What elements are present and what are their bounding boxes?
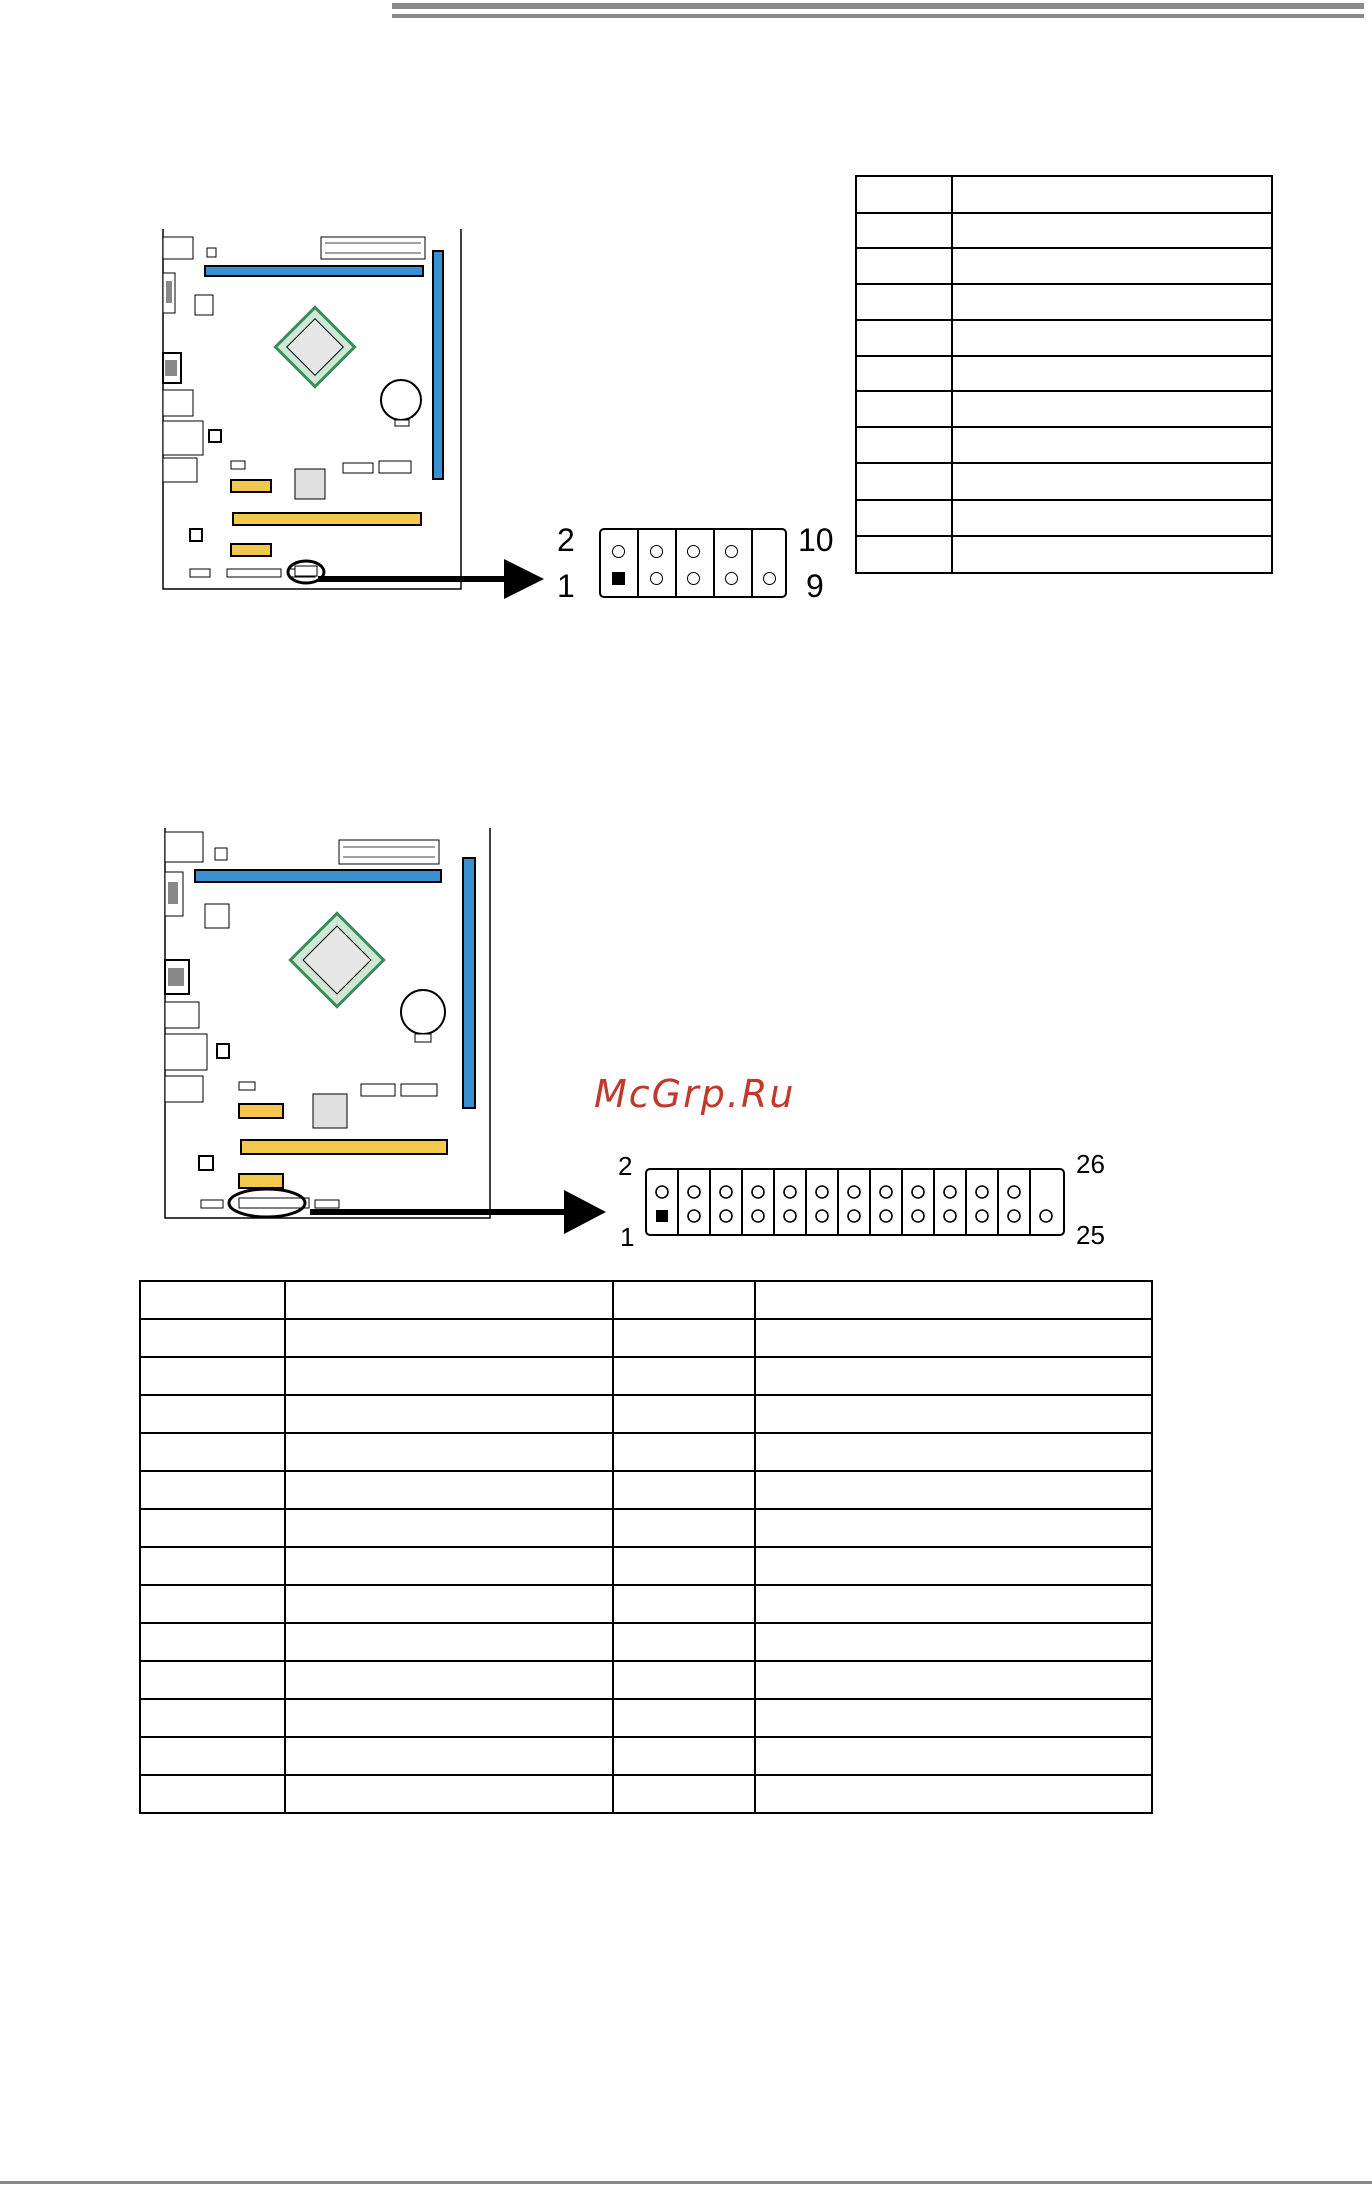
pin-label-bottom-right: 9 xyxy=(806,568,824,604)
pin-table-bottom xyxy=(139,1280,1153,1814)
pin-label-26-bottom-right: 25 xyxy=(1076,1220,1105,1250)
header-rule-top xyxy=(392,3,1364,9)
pin-label-26-top-right: 26 xyxy=(1076,1149,1105,1179)
footer-rule xyxy=(0,2181,1372,2184)
pin-header-10 xyxy=(599,528,787,598)
pointer-arrow-top xyxy=(318,555,548,605)
motherboard-diagram-bottom xyxy=(155,822,495,1222)
pin-label-top-left: 2 xyxy=(557,522,575,558)
pin-label-26-top-left: 2 xyxy=(618,1151,633,1181)
watermark-text: McGrp.Ru xyxy=(594,1072,796,1116)
pointer-arrow-bottom xyxy=(310,1186,610,1238)
pin-label-bottom-left: 1 xyxy=(557,568,575,604)
motherboard-diagram-top xyxy=(155,225,475,595)
pin-header-26 xyxy=(645,1168,1065,1238)
pin-table-top xyxy=(855,175,1273,574)
pin-label-26-bottom-left: 1 xyxy=(620,1222,635,1252)
pin-label-top-right: 10 xyxy=(798,522,834,558)
header-rule-bottom xyxy=(392,14,1364,18)
